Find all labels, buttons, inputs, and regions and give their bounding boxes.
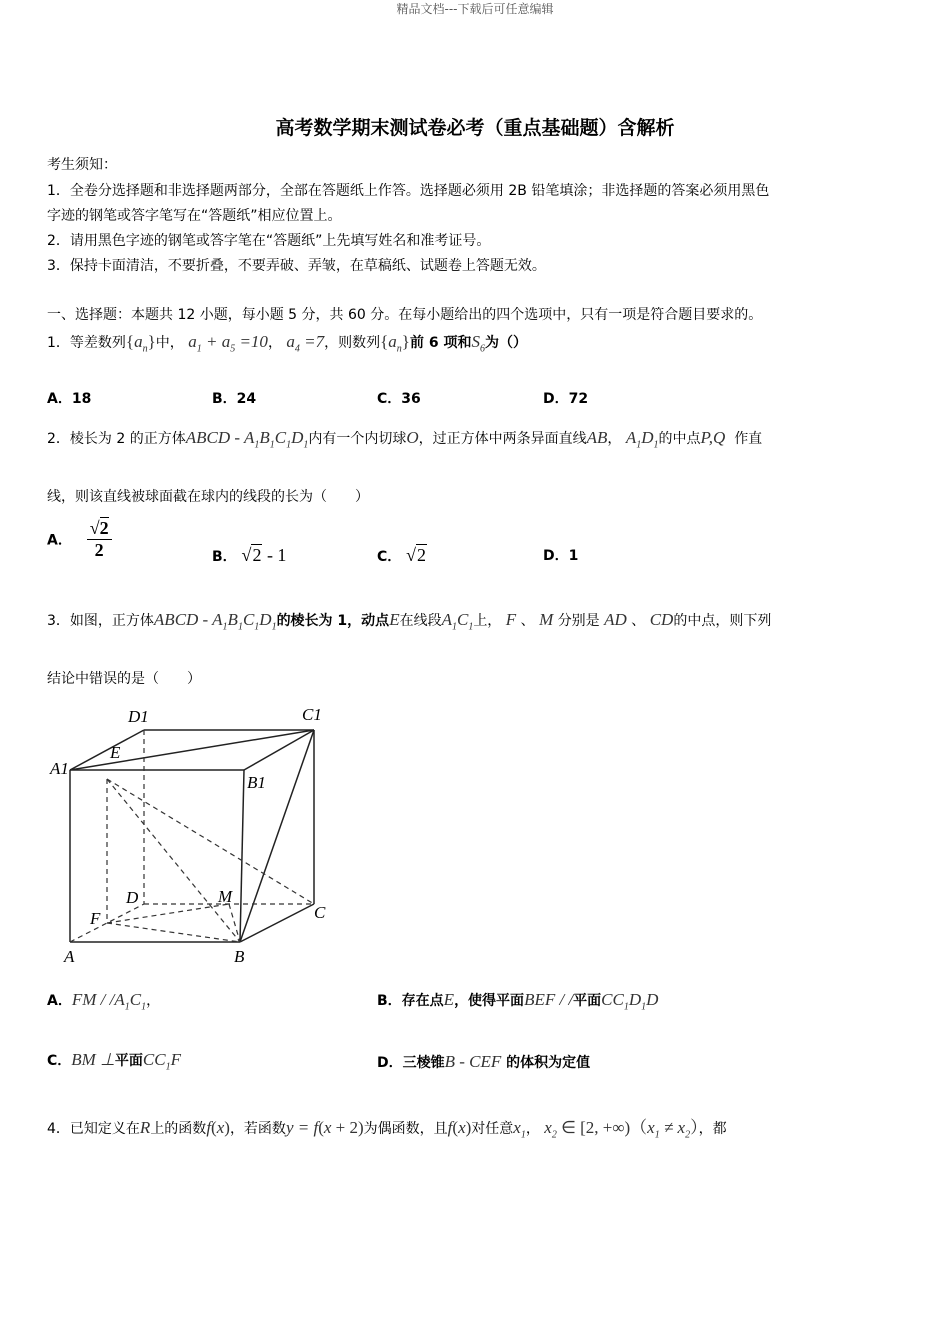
q1-option-c: C．36 [377, 391, 421, 407]
page-title: 高考数学期末测试卷必考（重点基础题）含解析 [275, 117, 675, 139]
question-1: 1．等差数列$\{a_n\}$中， $a_1 + a_5 =10$， $a_4 =7$，则数列$\{a_n\}$前 6 项和$S_6$为（） [47, 332, 527, 355]
label-m: M [218, 887, 233, 906]
q2-option-c: C． √2 [377, 545, 427, 565]
question-2-line-1: 2．棱长为 2 的正方体ABCD - $A_1B_1C_1D_1$内有一个内切球O，过正方体中两条异面直线AB， $A_1D_1$的中点P,Q 作直 [47, 428, 763, 451]
label-c1: C1 [302, 705, 322, 724]
label-b: B [234, 947, 245, 966]
q1-option-d: D．72 [543, 391, 589, 407]
label-a: A [64, 947, 75, 966]
notice-line-3: 3．保持卡面清洁，不要折叠，不要弄破、弄皱，在草稿纸、试题卷上答题无效。 [47, 258, 546, 274]
label-f: F [90, 909, 101, 928]
label-a1: A1 [50, 759, 69, 778]
math-s6: $S_6$ [471, 332, 485, 355]
label-b1: B1 [247, 773, 266, 792]
q3-option-a: A．FM / $/A_1C_1$， [47, 990, 161, 1013]
q2-option-b: B． √2 - 1 [212, 545, 287, 565]
notice-heading: 考生须知： [47, 157, 117, 173]
math-seq: $\{a_n\}$ [125, 332, 156, 355]
label-d: D [126, 888, 139, 907]
q3-option-d: D．三棱锥B - CEF 的体积为定值 [377, 1052, 591, 1071]
page-header: 精品文档---下载后可任意编辑 [396, 2, 554, 16]
label-c: C [314, 903, 326, 922]
q1-option-a: A．18 [47, 391, 92, 407]
label-e: E [110, 743, 121, 762]
label-d1: D1 [128, 707, 149, 726]
notice-line-1a: 1．全卷分选择题和非选择题两部分，全部在答题纸上作答。选择题必须用 2B 铅笔填涂；非选择题的答案必须用黑色 [47, 183, 770, 199]
question-3-line-2: 结论中错误的是（ ） [47, 671, 201, 687]
question-4: 4．已知定义在R上的函数f(x)，若函数y = f(x + 2)为偶函数，且f(x)对任意$x_1$， $x_2$ ∈ [2, $+\infty)(x_1 \ne x_2)$，都 [47, 1118, 727, 1141]
math-eq1: $a_1 + a_5 =10$ [188, 332, 268, 355]
q3-option-b: B．存在点E，使得平面BEF / /平面$CC_1D_1D$ [377, 990, 659, 1013]
question-3-line-1: 3．如图，正方体ABCD - $A_1B_1C_1D_1$的棱长为 1，动点E在线段$A_1C_1$上， F 、 M 分别是 AD 、 CD的中点，则下列 [47, 610, 772, 633]
question-2-line-2: 线，则该直线被球面截在球内的线段的长为（ ） [47, 489, 369, 505]
notice-line-2: 2．请用黑色字迹的钢笔或答字笔在“答题纸”上先填写姓名和准考证号。 [47, 233, 491, 249]
section-heading: 一、选择题：本题共 12 小题，每小题 5 分，共 60 分。在每小题给出的四个选项中，只有一项是符合题目要求的。 [47, 307, 763, 323]
q1-option-b: B．24 [212, 391, 257, 407]
math-eq2: $a_4 =7$ [286, 332, 325, 355]
q2-option-a: A． $\frac{√2}{2}$ [47, 518, 112, 561]
q3-option-c: C．BM ⊥平面$CC_1F$ [47, 1050, 181, 1073]
cube-figure [46, 700, 346, 970]
notice-line-1b: 字迹的钢笔或答字笔写在“答题纸”相应位置上。 [47, 208, 342, 224]
q2-option-d: D．1 [543, 548, 579, 564]
